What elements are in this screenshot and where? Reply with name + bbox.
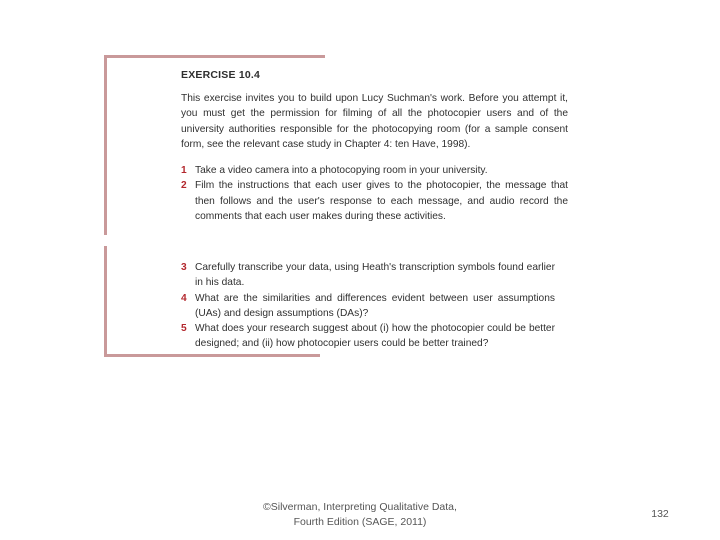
top-rule bbox=[104, 55, 325, 58]
steps-list-part2 bbox=[181, 260, 555, 352]
step-number: 5 bbox=[181, 323, 187, 335]
step-item bbox=[181, 321, 555, 352]
page-number: 132 bbox=[651, 508, 669, 520]
step-item bbox=[181, 260, 555, 291]
step-text: What are the similarities and differences evident between user assumptions (UAs) and design assumptions (DAs)? bbox=[195, 292, 555, 319]
step-item bbox=[181, 291, 555, 322]
step-number: 2 bbox=[181, 180, 187, 192]
left-rule-lower bbox=[104, 246, 107, 356]
step-number: 3 bbox=[181, 262, 187, 273]
citation-line-1: ©Silverman, Interpreting Qualitative Data, bbox=[263, 501, 457, 513]
step-text: What does your research suggest about (i) how the photocopier could be better designed; and (ii) how photocopier users could be better trained? bbox=[195, 323, 555, 350]
step-item bbox=[181, 163, 568, 178]
step-text: Take a video camera into a photocopying room in your university. bbox=[195, 165, 488, 176]
citation-line-2: Fourth Edition (SAGE, 2011) bbox=[293, 516, 427, 528]
bottom-rule bbox=[104, 354, 320, 357]
left-rule-upper bbox=[104, 55, 107, 235]
step-item bbox=[181, 178, 568, 224]
steps-list-part1 bbox=[181, 163, 568, 224]
step-number: 4 bbox=[181, 292, 187, 304]
step-text: Carefully transcribe your data, using Heath's transcription symbols found earlier in his data. bbox=[195, 262, 555, 289]
step-text: Film the instructions that each user gives to the photocopier, the message that then follows and the user's response to each message, and audio record the comments that each user makes during these activities. bbox=[195, 180, 568, 222]
exercise-title: EXERCISE 10.4 bbox=[181, 69, 261, 81]
exercise-intro: This exercise invites you to build upon Lucy Suchman's work. Before you attempt it, you must get the permission for filming of all the photocopier users and of the university authorities responsible for the photocopying room (for a sample consent form, see the relevant case study in Chapter 4: ten Have, 1998). bbox=[181, 93, 568, 150]
step-number: 1 bbox=[181, 165, 187, 176]
footer-citation bbox=[220, 500, 500, 530]
